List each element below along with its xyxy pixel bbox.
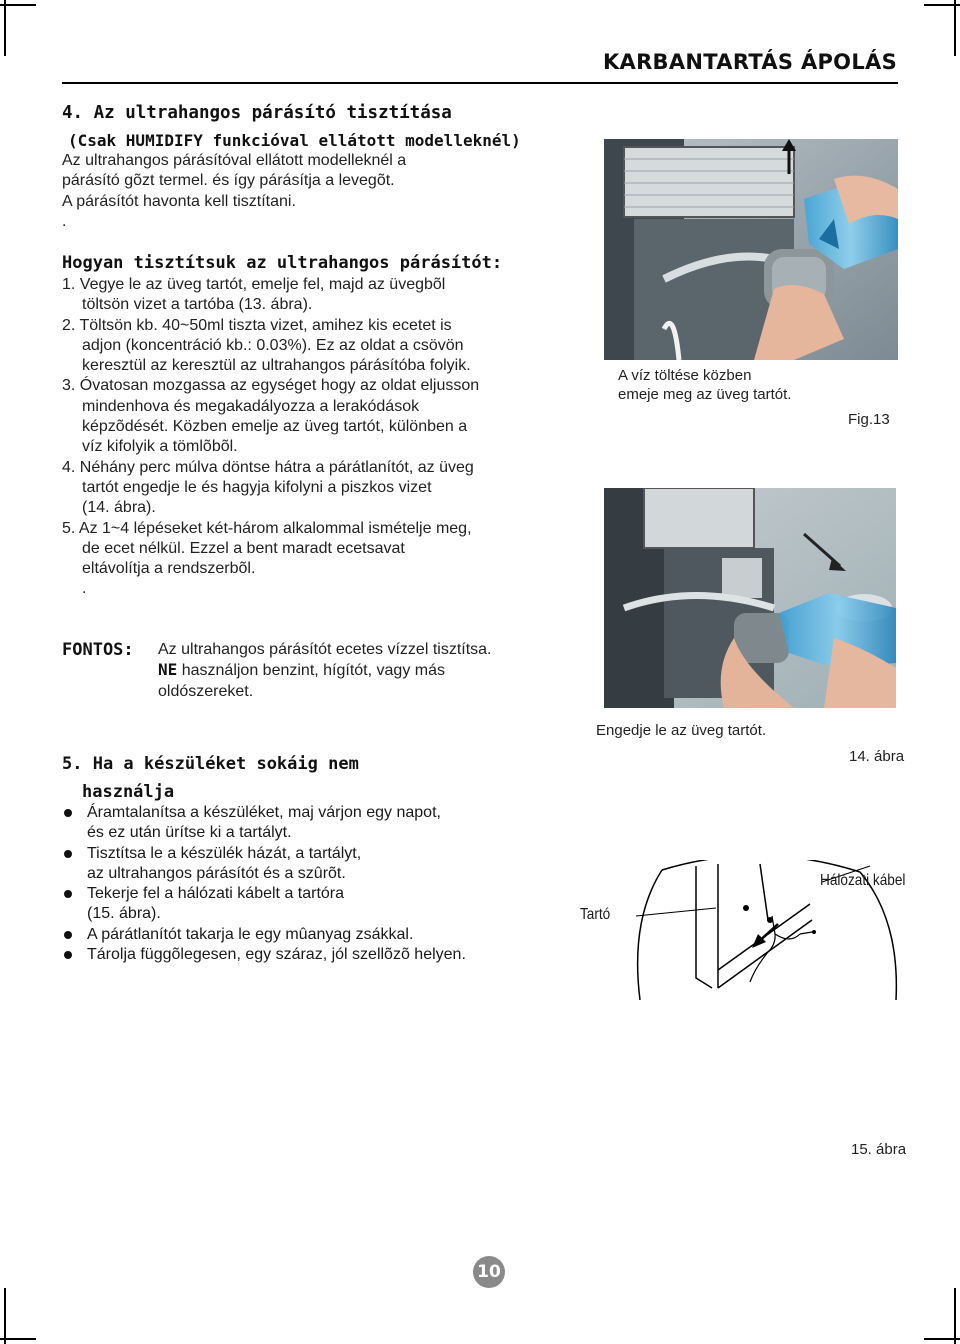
fig13-photo [604,139,898,360]
fig13-photo-illustration [604,139,898,360]
step-line: 5. Az 1~4 lépéseket két-három alkalommal ismételje meg, [62,519,472,537]
bullet-line: A párátlanítót takarja le egy mûanyag zsákkal. [87,925,414,943]
crop-mark [4,1288,6,1344]
step-line: eltávolítja a rendszerbõl. [82,560,256,578]
step-line: mindenhova és megakadályozza a lerakódások [82,397,420,415]
list-item [62,945,562,965]
bullet-line: (15. ábra). [87,905,161,923]
bullet-icon [64,809,72,817]
step-line: 3. Óvatosan mozgassa az egységet hogy az oldat eljusson [62,377,480,395]
bullet-icon [64,850,72,858]
important-line-2-text: használjon benzint, hígítót, vagy más [181,662,445,680]
fig14-caption: Engedje le az üveg tartót. [596,722,767,739]
step-line: 1. Vegye le az üveg tartót, emelje fel, majd az üvegbõl [62,276,446,293]
bullet-line: Áramtalanítsa a készüléket, maj várjon egy napot, [87,804,441,821]
step-line: víz kifolyik a tömlõbõl. [82,438,238,456]
important-label: FONTOS: [62,640,134,660]
crop-mark [954,1288,956,1344]
fig15-label: 15. ábra [851,1141,907,1158]
crop-mark [4,0,6,56]
important-line-1: Az ultrahangos párásítót ecetes vízzel tisztítsa. [158,641,492,658]
fig13-caption [618,367,791,404]
step-1 [62,275,582,316]
fig13-label: Fig.13 [848,411,890,428]
important-line-3: oldószereket. [158,682,254,700]
bullet-line: Tekerje fel a hálózati kábelt a tartóra [87,885,345,903]
list-item [62,925,562,945]
step-line: tartót engedje le és hagyja kifolyni a piszkos vizet [82,478,432,496]
page-number-badge: 10 [473,1256,505,1288]
fig15-holder-label: Tartó [580,906,611,923]
step-line: (14. ábra). [82,499,156,517]
intro-line: A párásítót havonta kell tisztítani. [62,192,296,210]
step-line: 4. Néhány perc múlva döntse hátra a párátlanítót, az üveg [62,458,474,476]
bullet-icon [64,890,72,898]
intro-line: . [62,212,67,230]
important-line-2 [158,660,578,681]
bullet-line: Tárolja függõlegesen, egy száraz, jól szellõzõ helyen. [87,946,466,964]
section-5-title-line: használja [82,782,175,802]
section-4-title: 4. Az ultrahangos párásító tisztítása [62,103,452,123]
step-line: 2. Töltsön kb. 40~50ml tiszta vizet, amihez kis ecetet is [62,316,452,334]
step-5 [62,519,582,600]
step-line: képzõdését. Közben emelje az üveg tartót, különben a [82,418,468,436]
bullet-icon [64,931,72,939]
fig14-photo-illustration [604,488,896,708]
bullet-line: Tisztítsa le a készülék házát, a tartályt, [87,844,362,862]
header-rule [62,82,898,84]
important-ne: NE [158,660,178,680]
cleaning-steps [62,275,582,600]
section-4-subtitle: (Csak HUMIDIFY funkcióval ellátott modelleknél) [68,131,521,150]
storage-bullets [62,803,562,965]
section-4-intro [62,151,582,232]
step-2 [62,316,582,377]
page-header-title: KARBANTARTÁS ÁPOLÁS [602,50,897,74]
fig13-caption-line: emeje meg az üveg tartót. [618,385,792,403]
list-item [62,884,562,925]
list-item [62,844,562,885]
intro-line: párásító gõzt termel. és így párásítja a levegõt. [62,172,395,190]
bullet-icon [64,951,72,959]
intro-line: Az ultrahangos párásítóval ellátott modelleknél a [62,152,407,169]
howto-title: Hogyan tisztítsuk az ultrahangos párásítót: [62,253,503,273]
crop-mark [954,0,956,56]
important-text [158,640,578,702]
bullet-line: az ultrahangos párásítót és a szûrõt. [87,864,346,882]
bullet-line: és ez után ürítse ki a tartályt. [87,824,292,842]
step-line: adjon (koncentráció kb.: 0.03%). Ez az oldat a csövön [82,336,464,354]
fig14-photo [604,488,896,708]
fig14-label: 14. ábra [849,748,905,765]
step-line: de ecet nélkül. Ezzel a bent maradt ecetsavat [82,539,405,557]
step-line: keresztül az keresztül az ultrahangos párásítóba folyik. [82,357,471,375]
fig15-cable-label: Hálózati kábel [820,872,906,889]
step-3 [62,376,582,457]
step-line: . [82,580,87,598]
fig13-caption-line: A víz töltése közben [618,367,752,384]
section-5-title-line: 5. Ha a készüléket sokáig nem [62,754,359,774]
step-4 [62,458,582,519]
list-item [62,803,562,844]
step-line: töltsön vizet a tartóba (13. ábra). [82,296,313,314]
section-5-title [62,750,359,806]
